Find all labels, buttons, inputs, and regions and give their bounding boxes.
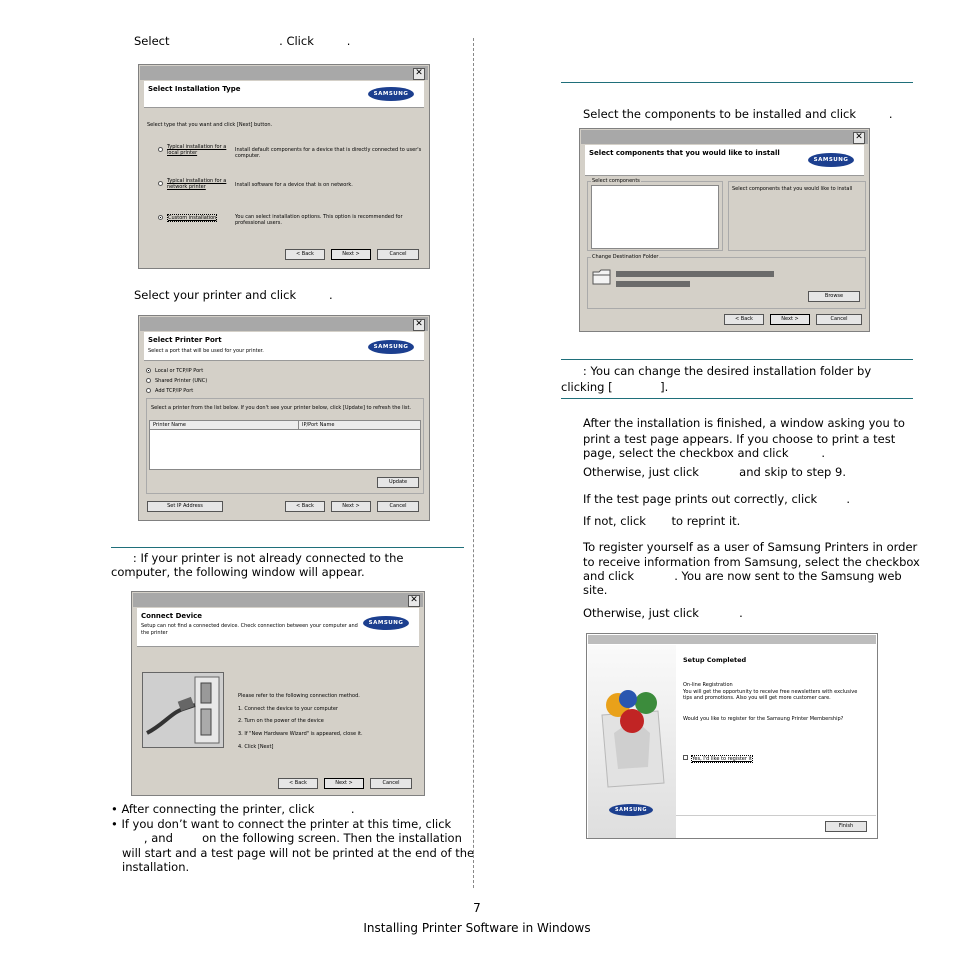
registration-heading: On-line Registration	[683, 682, 733, 688]
after-install-line-3: page, select the checkbox and click .	[583, 446, 826, 460]
components-group-label: Select components	[592, 178, 640, 184]
back-button[interactable]: < Back	[285, 501, 325, 512]
cable-connection-icon	[143, 673, 223, 747]
prompt-text: Select type that you want and click [Next] button.	[147, 122, 273, 128]
note-rule-bottom	[561, 398, 913, 399]
register-checkbox[interactable]	[683, 755, 688, 760]
step-2: 2. Turn on the power of the device	[238, 718, 324, 724]
close-icon[interactable]: ✕	[413, 319, 425, 331]
dialog-title: Select Installation Type	[148, 85, 241, 93]
dialog-setup-completed	[586, 633, 878, 839]
next-button[interactable]: Next >	[324, 778, 364, 789]
dialog-printer-port	[138, 315, 430, 521]
dialog-title: Connect Device	[141, 612, 203, 620]
radio-shared-printer[interactable]	[146, 378, 151, 383]
info-text: Select components that you would like to install	[732, 186, 853, 192]
cancel-button[interactable]: Cancel	[370, 778, 412, 789]
page-number: 7	[473, 901, 481, 915]
option-custom-desc: You can select installation options. This option is recommended for professional users.	[235, 214, 403, 226]
back-button[interactable]: < Back	[285, 249, 325, 260]
close-icon[interactable]: ✕	[853, 132, 865, 144]
title-bar	[581, 130, 868, 144]
samsung-logo: SAMSUNG	[363, 616, 409, 630]
title-bar	[588, 635, 876, 644]
bullet-after-connecting: • After connecting the printer, click .	[111, 802, 355, 816]
otherwise-skip: Otherwise, just click and skip to step 9.	[583, 465, 846, 479]
option-local[interactable]: Typical installation for a local printer	[167, 144, 227, 156]
samsung-logo: SAMSUNG	[808, 153, 854, 167]
note-rule-top	[561, 359, 913, 360]
step-select-printer: Select your printer and click .	[134, 288, 333, 302]
folder-icon	[592, 268, 612, 286]
samsung-logo: SAMSUNG	[609, 804, 653, 816]
section-footer: Installing Printer Software in Windows	[363, 921, 591, 935]
intro-text: Please refer to the following connection method.	[238, 693, 360, 699]
update-button[interactable]: Update	[377, 477, 419, 488]
printer-list-hint: Select a printer from the list below. If you don't see your printer below, click [Update] to refresh the list.	[151, 405, 412, 411]
close-icon[interactable]: ✕	[408, 595, 420, 607]
cancel-button[interactable]: Cancel	[377, 501, 419, 512]
bullet-skip-line-2: , and on the following screen. Then the installation	[122, 831, 462, 845]
dialog-subtitle: Setup can not find a connected device. Check connection between your computer and the printer	[141, 623, 358, 636]
next-button[interactable]: Next >	[770, 314, 810, 325]
dialog-header	[585, 145, 864, 176]
list-header	[150, 421, 420, 430]
back-button[interactable]: < Back	[278, 778, 318, 789]
destination-group-label: Change Destination Folder	[592, 254, 659, 260]
cancel-button[interactable]: Cancel	[377, 249, 419, 260]
option-network-desc: Install software for a device that is on network.	[235, 182, 353, 188]
radio-network[interactable]	[158, 181, 163, 186]
note-line-2: computer, the following window will appear.	[111, 565, 365, 579]
dialog-title: Select components that you would like to install	[589, 149, 780, 157]
note-line-1: : If your printer is not already connected to the	[111, 551, 404, 565]
footer-separator	[676, 815, 876, 816]
register-line-2: to receive information from Samsung, select the checkbox	[583, 555, 920, 569]
people-graphic-icon	[588, 655, 676, 805]
samsung-logo: SAMSUNG	[368, 87, 414, 101]
note-rule-top	[111, 547, 464, 548]
port-shared[interactable]: Shared Printer (UNC)	[155, 378, 208, 384]
browse-button[interactable]: Browse	[808, 291, 860, 302]
radio-local[interactable]	[158, 147, 163, 152]
otherwise-finish: Otherwise, just click .	[583, 606, 743, 620]
option-network[interactable]: Typical installation for a network printer	[167, 178, 227, 190]
title-bar	[133, 593, 423, 607]
step-components: Select the components to be installed and click .	[583, 107, 893, 121]
after-install-line-1: After the installation is finished, a window asking you to	[583, 416, 905, 430]
register-checkbox-label[interactable]: Yes, I'd like to register it	[692, 756, 752, 762]
test-page-ok: If the test page prints out correctly, click .	[583, 492, 851, 506]
note2-line-2: clicking [ ].	[561, 380, 669, 394]
destination-path-bar-2	[616, 281, 690, 287]
step-4: 4. Click [Next]	[238, 744, 274, 750]
dialog-installation-type	[138, 64, 430, 269]
bullet-skip-line-4: installation.	[122, 860, 190, 874]
samsung-logo: SAMSUNG	[368, 340, 414, 354]
title-bar	[140, 66, 428, 80]
step-1: 1. Connect the device to your computer	[238, 706, 338, 712]
dialog-header	[137, 608, 419, 647]
column-divider	[298, 421, 299, 429]
register-line-1: To register yourself as a user of Samsung Printers in order	[583, 540, 918, 554]
cancel-button[interactable]: Cancel	[816, 314, 862, 325]
dialog-header	[144, 81, 424, 108]
column-divider	[473, 38, 474, 888]
option-local-desc: Install default components for a device that is directly connected to user's computer.	[235, 147, 422, 159]
destination-path-bar	[616, 271, 774, 277]
next-button[interactable]: Next >	[331, 249, 371, 260]
step-select-type: Select . Click .	[134, 34, 351, 48]
column-printer-name[interactable]: Printer Name	[153, 422, 186, 428]
dialog-select-components	[579, 128, 870, 332]
test-page-reprint: If not, click to reprint it.	[583, 514, 741, 528]
option-custom[interactable]: Custom installation	[168, 215, 217, 221]
step-3: 3. If "New Hardware Wizard" is appeared, close it.	[238, 731, 363, 737]
radio-custom[interactable]	[158, 215, 163, 220]
column-ip-port[interactable]: IP/Port Name	[302, 422, 335, 428]
dialog-header	[144, 332, 424, 361]
set-ip-button[interactable]: Set IP Address	[147, 501, 223, 512]
bullet-skip-line-1: • If you don’t want to connect the printer at this time, click	[111, 817, 452, 831]
dialog-subtitle: Select a port that will be used for your printer.	[148, 348, 264, 354]
wizard-side-panel	[588, 645, 676, 838]
registration-text: You will get the opportunity to receive free newsletters with exclusive tips and promotions. Also you will get more customer care.	[683, 689, 858, 701]
connection-illustration	[142, 672, 224, 748]
after-install-line-2: print a test page appears. If you choose to print a test	[583, 432, 896, 446]
radio-local-port[interactable]	[146, 368, 151, 373]
register-line-3: and click . You are now sent to the Samsung web	[583, 569, 902, 583]
back-button[interactable]: < Back	[724, 314, 764, 325]
section-rule	[561, 82, 913, 83]
dialog-title: Setup Completed	[683, 656, 747, 664]
components-list[interactable]	[591, 185, 719, 249]
membership-question: Would you like to register for the Samsung Printer Membership?	[683, 716, 844, 722]
printer-list[interactable]	[149, 420, 421, 470]
register-line-4: site.	[583, 583, 608, 597]
bullet-skip-line-3: will start and a test page will not be printed at the end of the	[122, 846, 475, 860]
finish-button[interactable]: Finish	[825, 821, 867, 832]
close-icon[interactable]: ✕	[413, 68, 425, 80]
radio-add-tcpip[interactable]	[146, 388, 151, 393]
port-add-tcpip[interactable]: Add TCP/IP Port	[155, 388, 194, 394]
dialog-connect-device	[131, 591, 425, 796]
dialog-title: Select Printer Port	[148, 336, 222, 344]
note2-line-1: : You can change the desired installation folder by	[561, 364, 872, 378]
port-local[interactable]: Local or TCP/IP Port	[155, 368, 204, 374]
next-button[interactable]: Next >	[331, 501, 371, 512]
title-bar	[140, 317, 428, 331]
